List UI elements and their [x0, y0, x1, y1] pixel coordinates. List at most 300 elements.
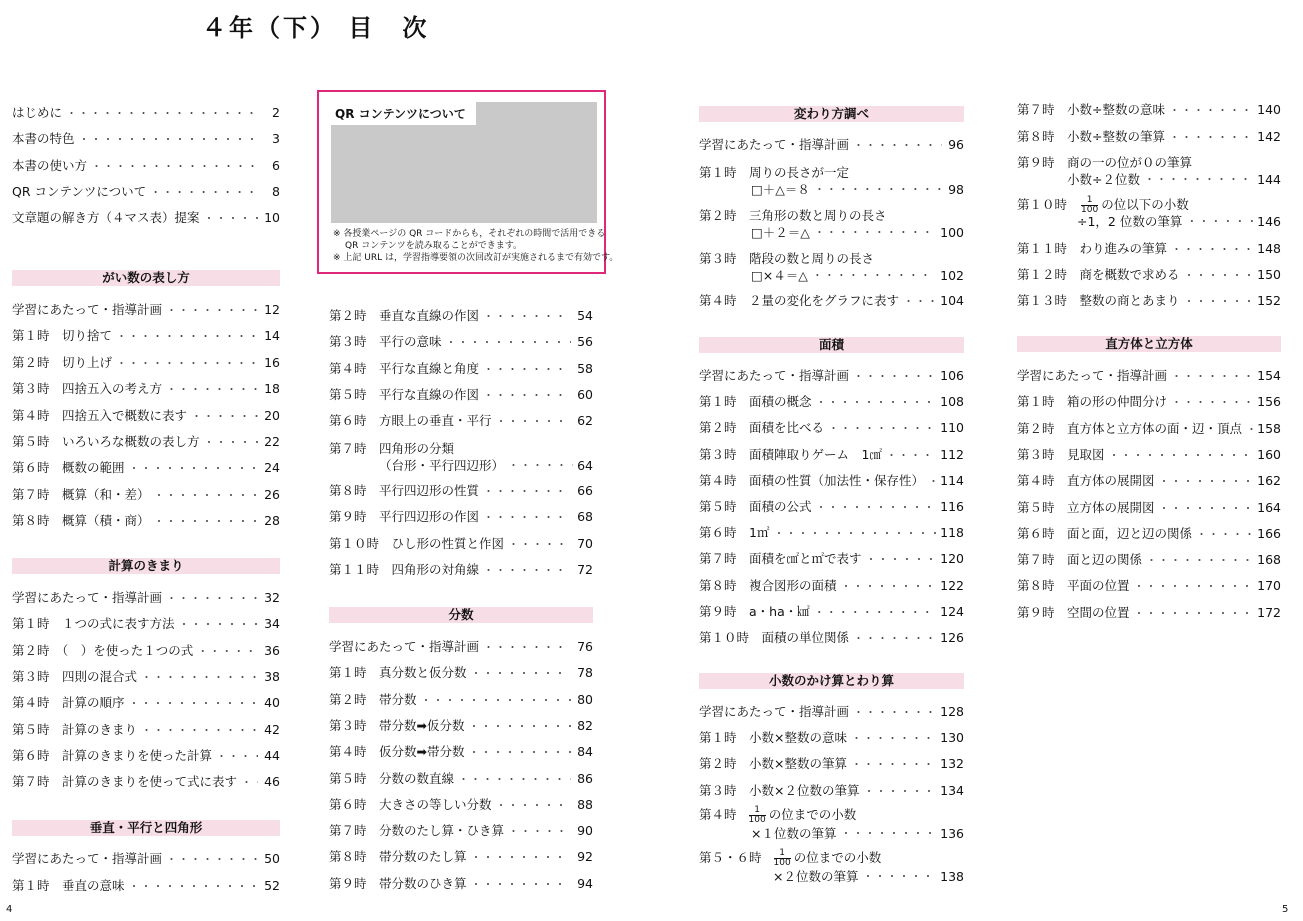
toc-entry — [329, 386, 593, 404]
leader-dots — [1171, 368, 1253, 386]
toc-entry — [1017, 128, 1281, 146]
entry-page: 98 — [948, 182, 964, 197]
leader-dots — [886, 447, 936, 465]
entry-page: 44 — [264, 747, 280, 763]
leader-dots — [814, 604, 936, 622]
entry-page: 24 — [264, 460, 280, 476]
entry-label: 第１時 １つの式に表す方法 — [12, 616, 175, 632]
entry-label: 学習にあたって・指導計画 — [12, 302, 163, 317]
entry-page: 26 — [264, 486, 280, 502]
entry-page: 90 — [577, 823, 593, 839]
section-header-gaisu: がい数の表し方 — [12, 270, 280, 286]
entry-label: 第７時 概算（和・差） — [12, 486, 150, 502]
entry-label: 本書の特色 — [12, 131, 75, 147]
entry-page: 34 — [264, 616, 280, 632]
toc-entry — [12, 183, 280, 201]
toc-entry — [1017, 420, 1281, 438]
leader-dots — [468, 744, 571, 762]
leader-dots — [1109, 447, 1254, 465]
toc-entry — [699, 629, 964, 647]
entry-page: 158 — [1257, 420, 1281, 436]
toc-entry — [1017, 393, 1281, 411]
toc-entry — [329, 307, 593, 325]
toc-entry — [12, 327, 280, 345]
leader-dots — [458, 771, 571, 789]
entry-label: 第２時 面積を比べる — [699, 420, 825, 436]
entry-label: 第５時 立方体の展開図 — [1017, 499, 1155, 515]
leader-dots — [1146, 552, 1253, 570]
toc-entry — [12, 354, 280, 372]
toc-entry — [1017, 551, 1281, 569]
toc-entry-two-line — [699, 164, 964, 200]
entry-page: 168 — [1257, 552, 1281, 568]
leader-dots — [483, 387, 571, 405]
leader-dots — [928, 473, 936, 491]
entry-page: 148 — [1257, 241, 1281, 256]
leader-dots — [191, 408, 258, 426]
entry-page: 14 — [264, 328, 280, 344]
entry-page: 142 — [1257, 128, 1281, 144]
toc-entry — [699, 550, 964, 568]
toc-entry — [1017, 525, 1281, 543]
entry-line-1 — [699, 849, 881, 867]
entry-page: 18 — [264, 381, 280, 397]
toc-entry — [1017, 240, 1281, 258]
toc-entry — [699, 524, 964, 542]
leader-dots — [1171, 241, 1253, 259]
entry-label: 第２時 垂直な直線の作図 — [329, 308, 480, 323]
entry-label: 第６時 概数の範囲 — [12, 460, 125, 476]
entry-label: QR コンテンツについて — [12, 183, 147, 199]
entry-label: 第７時 計算のきまりを使って式に表す — [12, 774, 238, 790]
leader-dots — [853, 137, 942, 155]
toc-entry-two-line — [329, 440, 593, 476]
entry-label: 第４時 平行な直線と角度 — [329, 360, 480, 376]
entry-label: の位以下の小数 — [1101, 197, 1189, 212]
entry-prefix: 第１０時 — [1017, 197, 1068, 212]
entry-page: 86 — [577, 770, 593, 786]
entry-page: 164 — [1257, 499, 1281, 515]
leader-dots — [1246, 421, 1253, 439]
leader-dots — [204, 434, 258, 452]
leader-dots — [773, 525, 936, 543]
leader-dots — [483, 361, 571, 379]
fraction-numerator: 1 — [749, 806, 766, 816]
toc-entry — [1017, 499, 1281, 517]
leader-dots — [508, 823, 571, 841]
toc-entry — [699, 577, 964, 595]
entry-page: 42 — [264, 721, 280, 737]
entry-page: 46 — [264, 774, 280, 790]
leader-dots — [853, 704, 936, 722]
toc-entry-fraction — [699, 806, 964, 842]
toc-entry-two-line — [699, 207, 964, 243]
entry-page: 140 — [1257, 102, 1281, 117]
fraction-numerator: 1 — [774, 849, 791, 859]
entry-label: 第２時 帯分数 — [329, 691, 417, 707]
section-header-shosu: 小数のかけ算とわり算 — [699, 673, 964, 689]
entry-label: 第１時 小数×整数の意味 — [699, 730, 847, 746]
entry-line-2 — [1017, 171, 1281, 189]
entry-label: 第３時 四則の混合式 — [12, 668, 138, 684]
toc-entry — [329, 482, 593, 500]
entry-label: 第４時 直方体の展開図 — [1017, 473, 1155, 489]
toc-entry — [12, 130, 280, 148]
page-number-left: 4 — [6, 904, 13, 915]
entry-page: 124 — [940, 603, 964, 619]
leader-dots — [471, 849, 571, 867]
leader-dots — [853, 368, 936, 386]
leader-dots — [166, 381, 258, 399]
leader-dots — [116, 328, 258, 346]
entry-page: 50 — [264, 851, 280, 866]
leader-dots — [1196, 526, 1253, 544]
entry-label: 第４時 計算の順序 — [12, 695, 125, 711]
toc-entry — [699, 446, 964, 464]
entry-label: 第１時 垂直の意味 — [12, 878, 125, 893]
toc-entry — [12, 459, 280, 477]
toc-entry — [12, 407, 280, 425]
toc-entry — [329, 848, 593, 866]
entry-label: 第６時 計算のきまりを使った計算 — [12, 747, 213, 763]
leader-dots — [483, 483, 571, 501]
entry-label: 学習にあたって・指導計画 — [1017, 368, 1168, 383]
entry-page: 70 — [577, 535, 593, 551]
entry-line-2 — [1017, 213, 1281, 231]
entry-label: 第７時 小数÷整数の意味 — [1017, 102, 1165, 117]
leader-dots — [851, 730, 936, 748]
entry-label: 第４時 ２量の変化をグラフに表す — [699, 293, 900, 308]
entry-page: 146 — [1257, 214, 1281, 229]
entry-label: 第１０時 面積の単位関係 — [699, 630, 850, 645]
fraction-denominator: 100 — [773, 858, 791, 868]
entry-label: 第１時 面積の概念 — [699, 394, 812, 410]
entry-label: 第１２時 商を概数で求める — [1017, 267, 1180, 283]
entry-page: 38 — [264, 668, 280, 684]
toc-entry — [699, 472, 964, 490]
entry-line-2 — [329, 457, 593, 475]
toc-entry — [12, 642, 280, 660]
leader-dots — [166, 851, 258, 869]
entry-page: 52 — [264, 878, 280, 893]
entry-page: 96 — [948, 137, 964, 152]
entry-page: 144 — [1257, 172, 1281, 187]
entry-page: 66 — [577, 483, 593, 498]
leader-dots — [812, 267, 936, 285]
entry-label-2: ×２位数の筆算 — [773, 869, 859, 884]
leader-dots — [483, 562, 571, 580]
leader-dots — [216, 748, 258, 766]
leader-dots — [841, 578, 937, 596]
toc-entry — [329, 412, 593, 430]
toc-entry — [12, 615, 280, 633]
entry-label: の位までの小数 — [768, 807, 857, 822]
toc-column-3 — [699, 0, 964, 921]
entry-label: 第１時 切り捨て — [12, 328, 113, 344]
entry-page: 12 — [264, 302, 280, 317]
leader-dots — [866, 551, 937, 569]
entry-label: 第２時 三角形の数と周りの長さ — [699, 208, 887, 223]
entry-page: 76 — [577, 639, 593, 654]
section-header-bunsu: 分数 — [329, 607, 593, 623]
toc-entry — [12, 157, 280, 175]
leader-dots — [66, 105, 258, 123]
leader-dots — [816, 394, 937, 412]
entry-page: 58 — [577, 360, 593, 376]
entry-page: 156 — [1257, 394, 1281, 410]
entry-page: 40 — [264, 695, 280, 711]
entry-page: 62 — [577, 413, 593, 429]
entry-page: 162 — [1257, 473, 1281, 489]
toc-column-1 — [12, 0, 280, 921]
entry-page: 154 — [1257, 368, 1281, 383]
entry-page: 160 — [1257, 446, 1281, 462]
toc-entry — [699, 367, 964, 385]
entry-page: 112 — [940, 446, 964, 462]
entry-page: 2 — [272, 105, 280, 120]
leader-dots — [508, 457, 573, 475]
leader-dots — [1159, 473, 1254, 491]
toc-entry — [329, 822, 593, 840]
entry-page: 3 — [272, 131, 280, 147]
toc-entry — [1017, 367, 1281, 385]
entry-label: 第２時 小数×整数の筆算 — [699, 756, 847, 772]
leader-dots — [903, 293, 936, 311]
leader-dots — [166, 302, 258, 320]
entry-page: 68 — [577, 509, 593, 525]
toc-entry — [329, 796, 593, 814]
entry-label: 第７時 分数のたし算・ひき算 — [329, 823, 505, 839]
fraction-denominator: 100 — [1081, 205, 1099, 215]
toc-entry — [12, 433, 280, 451]
leader-dots — [496, 413, 571, 431]
toc-entry — [1017, 577, 1281, 595]
entry-page: 150 — [1257, 267, 1281, 283]
entry-page: 32 — [264, 590, 280, 605]
entry-label-2: ×１位数の筆算 — [751, 826, 837, 841]
entry-label: 第７時 面積を㎠と㎡で表す — [699, 551, 862, 567]
entry-page: 22 — [264, 434, 280, 449]
leader-dots — [483, 308, 571, 326]
toc-entry — [699, 292, 964, 310]
entry-label: 第２時 切り上げ — [12, 354, 113, 370]
entry-label-2: □×４＝△ — [751, 268, 808, 283]
leader-dots — [129, 878, 258, 896]
entry-page: 102 — [940, 268, 964, 283]
entry-page: 138 — [940, 869, 964, 884]
entry-line-2 — [699, 267, 964, 285]
toc-entry — [699, 755, 964, 773]
entry-line-1 — [699, 806, 856, 824]
entry-label: 第８時 概算（積・商） — [12, 513, 150, 529]
leader-dots — [862, 868, 936, 886]
leader-dots — [241, 774, 258, 792]
entry-page: 36 — [264, 642, 280, 658]
section-header-kawari: 変わり方調べ — [699, 106, 964, 122]
entry-label: 第１時 周りの長さが一定 — [699, 165, 850, 180]
fraction-numerator: 1 — [1081, 196, 1098, 206]
entry-label: 第３時 四捨五入の考え方 — [12, 381, 163, 397]
leader-dots — [508, 536, 571, 554]
leader-dots — [150, 184, 258, 202]
entry-label: 第５時 いろいろな概数の表し方 — [12, 434, 200, 449]
entry-page: 132 — [940, 756, 964, 772]
entry-line-1 — [1017, 196, 1189, 214]
entry-label: 第８時 帯分数のたし算 — [329, 849, 467, 865]
entry-page: 110 — [940, 420, 964, 436]
entry-label: 学習にあたって・指導計画 — [699, 368, 850, 383]
entry-label: 第９時 a・ha・㎢ — [699, 603, 810, 619]
toc-entry — [12, 380, 280, 398]
entry-label: 第９時 商の一の位が０の筆算 — [1017, 155, 1193, 170]
entry-page: 106 — [940, 368, 964, 383]
leader-dots — [853, 630, 936, 648]
leader-dots — [141, 669, 258, 687]
entry-page: 128 — [940, 704, 964, 719]
toc-entry — [1017, 292, 1281, 310]
qr-note-1: ※ 各授業ページの QR コードからも，それぞれの時間で活用できる — [333, 229, 606, 239]
entry-label: 第５時 平行な直線の作図 — [329, 386, 480, 402]
entry-page: 170 — [1257, 578, 1281, 594]
entry-label: 第３時 見取図 — [1017, 446, 1105, 462]
entry-label-2: ÷1，2 位数の筆算 — [1077, 214, 1183, 229]
leader-dots — [154, 513, 258, 531]
leader-dots — [154, 487, 258, 505]
entry-label: はじめに — [12, 105, 63, 120]
toc-entry — [12, 104, 280, 122]
entry-page: 16 — [264, 354, 280, 370]
entry-label: 第３時 帯分数➡仮分数 — [329, 717, 465, 733]
entry-page: 166 — [1257, 525, 1281, 541]
toc-entry — [1017, 266, 1281, 284]
entry-page: 136 — [940, 826, 964, 841]
leader-dots — [1184, 267, 1254, 285]
entry-label: 第１時 箱の形の仲間分け — [1017, 394, 1168, 410]
leader-dots — [851, 756, 936, 774]
entry-label-2: □＋△＝８ — [751, 182, 810, 197]
entry-label: 本書の使い方 — [12, 157, 88, 173]
entry-line-2 — [699, 224, 964, 242]
toc-column-2 — [329, 0, 593, 921]
leader-dots — [1186, 213, 1253, 231]
leader-dots — [1159, 500, 1254, 518]
entry-page: 100 — [940, 225, 964, 240]
section-header-keisan: 計算のきまり — [12, 558, 280, 574]
page-number-right: 5 — [1282, 904, 1289, 915]
leader-dots — [129, 695, 258, 713]
leader-dots — [483, 639, 571, 657]
toc-entry-two-line — [1017, 154, 1281, 190]
entry-page: 108 — [940, 394, 964, 410]
entry-label: 第３時 平行の意味 — [329, 334, 442, 350]
leader-dots — [1169, 102, 1253, 120]
leader-dots — [129, 460, 258, 478]
leader-dots — [141, 722, 258, 740]
toc-entry — [699, 703, 964, 721]
entry-page: 92 — [577, 849, 593, 865]
entry-label: 第１時 真分数と仮分数 — [329, 665, 467, 681]
leader-dots — [1184, 293, 1254, 311]
entry-page: 126 — [940, 630, 964, 645]
leader-dots — [1171, 394, 1253, 412]
qr-box-label: QR コンテンツについて — [331, 102, 476, 125]
toc-entry — [12, 773, 280, 791]
leader-dots — [471, 876, 571, 894]
entry-line-2 — [699, 868, 964, 886]
toc-column-4 — [1017, 0, 1281, 921]
toc-entry — [12, 512, 280, 530]
entry-page: 84 — [577, 744, 593, 760]
entry-page: 82 — [577, 717, 593, 733]
toc-entry — [699, 498, 964, 516]
leader-dots — [204, 210, 258, 228]
entry-label: 第９時 平行四辺形の作図 — [329, 509, 480, 525]
toc-entry — [12, 721, 280, 739]
toc-entry — [1017, 604, 1281, 622]
section-header-chokuhoutai: 直方体と立方体 — [1017, 336, 1281, 352]
leader-dots — [483, 509, 571, 527]
entry-page: 172 — [1257, 604, 1281, 620]
entry-label: 第３時 階段の数と周りの長さ — [699, 251, 875, 266]
entry-label: 第１３時 整数の商とあまり — [1017, 293, 1180, 309]
entry-page: 20 — [264, 407, 280, 423]
entry-label: 第９時 帯分数のひき算 — [329, 875, 467, 891]
entry-label: 学習にあたって・指導計画 — [12, 590, 163, 605]
entry-label: 第３時 面積陣取りゲーム 1㎠ — [699, 446, 882, 462]
entry-label-2: （台形・平行四辺形） — [379, 458, 505, 473]
toc-entry — [329, 743, 593, 761]
fraction — [749, 806, 766, 825]
entry-page: 118 — [940, 525, 964, 541]
entry-label: 学習にあたって・指導計画 — [699, 704, 850, 719]
entry-label: 第３時 小数×２位数の筆算 — [699, 782, 860, 798]
toc-entry — [329, 561, 593, 579]
entry-label: 第６時 面と面，辺と辺の関係 — [1017, 525, 1193, 541]
leader-dots — [1169, 129, 1253, 147]
toc-entry — [12, 850, 280, 868]
entry-label: の位までの小数 — [793, 850, 882, 865]
qr-note-3: ※ 上記 URL は，学習指導要領の次回改訂が実施されるまで有効です。 — [333, 253, 619, 263]
toc-entry — [329, 508, 593, 526]
entry-label: 第１１時 わり進みの筆算 — [1017, 241, 1168, 256]
entry-page: 78 — [577, 665, 593, 681]
toc-entry — [699, 603, 964, 621]
toc-entry — [329, 691, 593, 709]
entry-label: 第１１時 四角形の対角線 — [329, 561, 480, 577]
leader-dots — [863, 783, 936, 801]
toc-entry — [12, 877, 280, 895]
toc-entry-two-line — [699, 250, 964, 286]
leader-dots — [116, 355, 258, 373]
entry-label: 第９時 空間の位置 — [1017, 604, 1130, 620]
toc-entry — [12, 747, 280, 765]
leader-dots — [421, 692, 571, 710]
toc-entry — [329, 664, 593, 682]
toc-entry — [699, 729, 964, 747]
entry-label: 第８時 複合図形の面積 — [699, 577, 837, 593]
entry-page: 8 — [272, 183, 280, 199]
leader-dots — [828, 420, 936, 438]
entry-page: 80 — [577, 691, 593, 707]
toc-entry — [329, 333, 593, 351]
entry-page: 28 — [264, 513, 280, 529]
entry-label: 文章題の解き方（４マス表）提案 — [12, 210, 200, 226]
toc-entry — [12, 694, 280, 712]
entry-label: 学習にあたって・指導計画 — [12, 851, 163, 866]
entry-page: 104 — [940, 293, 964, 308]
leader-dots — [840, 825, 936, 843]
entry-label: 学習にあたって・指導計画 — [699, 137, 850, 152]
